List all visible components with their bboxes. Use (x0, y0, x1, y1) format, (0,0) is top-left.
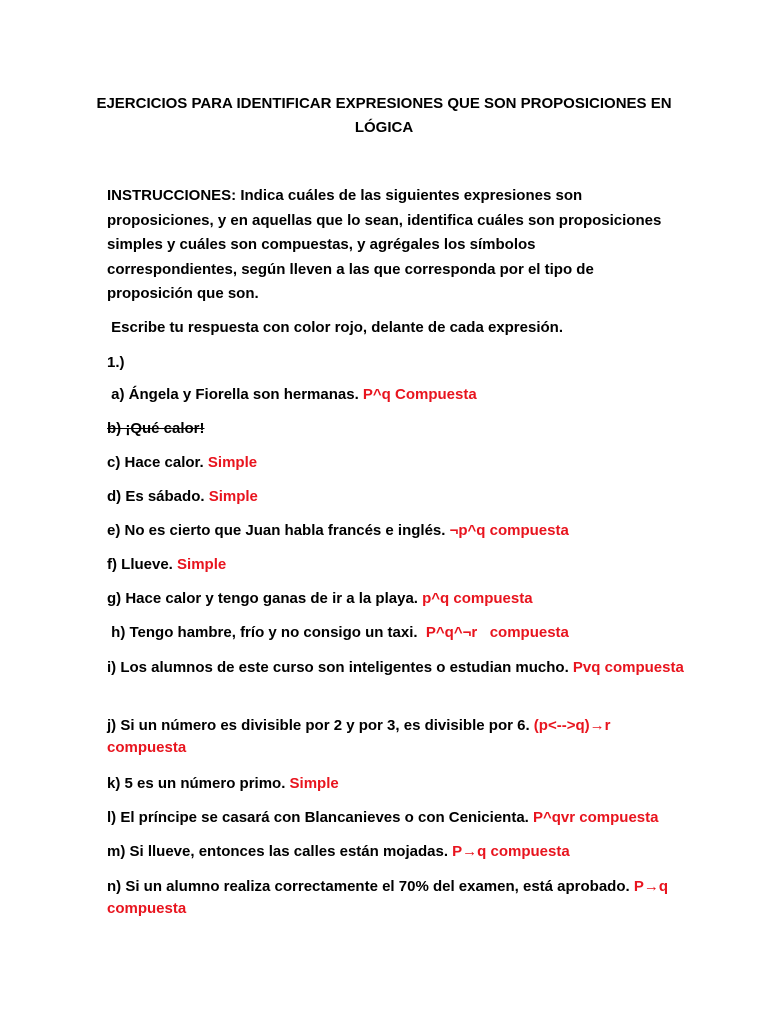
exercise-item-m: m) Si llueve, entonces las calles están mojadas. P→q compuesta (107, 843, 570, 860)
title-line-2: LÓGICA (354, 119, 414, 136)
answer-d: Simple (208, 488, 258, 505)
answer-instruction (107, 318, 563, 338)
answer-k: Simple (289, 775, 339, 792)
exercise-item-l: l) El príncipe se casará con Blancanieves o con Cenicienta. P^qvr compuesta (107, 809, 659, 826)
instructions-paragraph: INSTRUCCIONES: Indica cuáles de las siguientes expresiones son proposiciones, y en aquellas que lo sean, identifica cuáles son proposiciones simples y cuáles son compuestas, y agrégales los símbolos correspondientes, según lleven a las que corresponda por el tipo de proposición que son. (107, 187, 662, 302)
exercise-item-n: n) Si un alumno realiza correctamente el 70% del examen, está aprobado. P→q compuesta (107, 878, 669, 917)
answer-e: ¬p^q compuesta (449, 522, 569, 539)
answer-f: Simple (177, 556, 227, 573)
exercise-item-d: d) Es sábado. Simple (107, 488, 258, 505)
answer-m: P→q compuesta (452, 843, 570, 860)
answer-instruction-text: Escribe tu respuesta con color rojo, delante de cada expresión. (111, 319, 563, 336)
exercise-item-k: k) 5 es un número primo. Simple (107, 775, 339, 792)
answer-c: Simple (207, 454, 258, 471)
exercise-item-e: e) No es cierto que Juan habla francés e inglés. ¬p^q compuesta (107, 522, 569, 539)
answer-a: P^q Compuesta (362, 386, 477, 403)
document-title (96, 92, 672, 140)
title-line-1: EJERCICIOS PARA IDENTIFICAR EXPRESIONES QUE SON PROPOSICIONES EN (96, 95, 672, 112)
exercise-item-h: h) Tengo hambre, frío y no consigo un taxi. P^q^¬r compuesta (111, 624, 569, 641)
answer-h: P^q^¬r compuesta (425, 624, 569, 641)
answer-n: P→q compuesta (107, 878, 669, 917)
exercise-item-f: f) Llueve. Simple (107, 556, 227, 573)
exercise-item-j: j) Si un número es divisible por 2 y por 3, es divisible por 6. (p<-->q)→r compuesta (107, 717, 611, 756)
exercise-item-c: c) Hace calor. Simple (107, 454, 258, 471)
answer-g: p^q compuesta (422, 590, 533, 607)
answer-l: P^qvr compuesta (533, 809, 659, 826)
exercise-item-i: i) Los alumnos de este curso son inteligentes o estudian mucho. Pvq compuesta (107, 659, 684, 676)
exercise-item-a: a) Ángela y Fiorella son hermanas. P^q Compuesta (111, 386, 477, 403)
exercise-item-g: g) Hace calor y tengo ganas de ir a la playa. p^q compuesta (107, 590, 533, 607)
answer-j: (p<-->q)→r compuesta (107, 717, 611, 756)
struck-expression-b: b) ¡Qué calor! (107, 420, 205, 437)
section-number: 1.) (107, 354, 125, 371)
answer-i: Pvq compuesta (572, 659, 684, 676)
exercise-item-b (107, 418, 687, 440)
